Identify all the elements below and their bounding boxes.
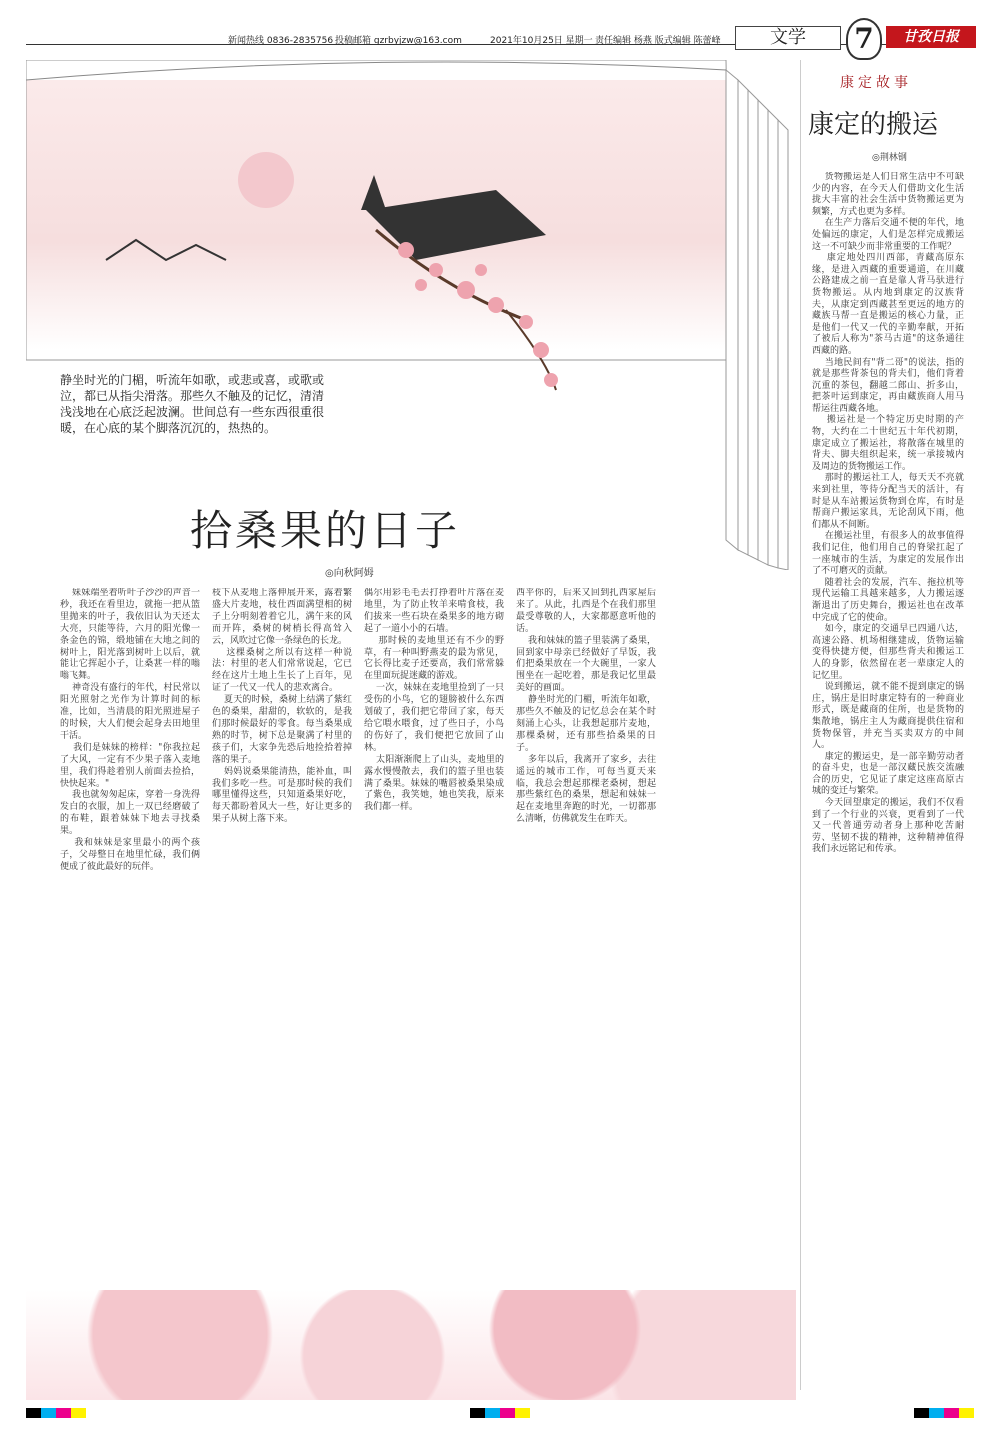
section-tag: 文学	[735, 26, 841, 50]
print-colorbar-left	[26, 1408, 86, 1418]
date: 2021年10月25日 星期一	[490, 36, 593, 46]
intro-caption: 静坐时光的门楣，听流年如歌，或悲或喜，或歌或泣，都已从指尖滑落。那些久不触及的记忆，清清浅浅地在心底泛起波澜。世间总有一些东西很重很暖，在心底的某个脚落沉沉的，热热的。	[60, 373, 325, 435]
sun-shape	[238, 152, 294, 208]
article-column-3: 偶尔用彩毛毛去打挣着叶片落在麦地里，为了防止牧羊来啃食枝，我们拔来一些石块在桑果多的地方砌起了一道小小的石墙。 那时候的麦地里还有不少的野草，有一种叫野燕麦的最为常见，它长得比麦子还要高，我们常常躲在里面玩捉迷藏的游戏。 一次，妹妹在麦地里捡到了一只受伤的小鸟，它的翅膀被什么东西划破了，我们把它带回了家，每天给它喂水喂食，过了些日子，小鸟的伤好了，我们便把它放回了山林。 太阳渐渐爬上了山头，麦地里的露水慢慢散去，我们的篮子里也装满了桑果。妹妹的嘴唇被桑果染成了紫色，我笑她，她也笑我，原来我们都一样。	[364, 588, 504, 813]
article-column-1: 妹妹端坐着听叶子沙沙的声音一秒，我还在看里边，就拖一把从篮里抛来的叶子，我依旧认为天还太大亮，只能等待，六月的阳光像一条金色的锦，缎地铺在大地之间的树叶上，阳光落到树叶上以后，就能让它挥起小子，让桑葚一样的嗡嗡飞舞。 神奇没有盛行的年代，村民常以阳光照射之光作为计算时间的标准，比如，当清晨的阳光照进屋子的时候，大人们便会起身去田地里干活。 我们是妹妹的榜样："你我拉起了大风，一定有不少果子落入麦地里，我们得趁着别人前面去捡拾，快快起来。" 我也就匆匆起床，穿着一身洗得发白的衣服，加上一双已经磨破了的布鞋，跟着妹妹下地去寻找桑果。 我和妹妹是家里最小的两个孩子，父母整日在地里忙碌，我们俩便成了彼此最好的玩伴。	[60, 588, 200, 872]
article-column-4: 西平你的，后来又回到扎西家屋后来了。从此，扎西是个在我们那里最受尊敬的人，大家都愿意听他的话。 我和妹妹的篮子里装满了桑果，回到家中母亲已经做好了早饭，我们把桑果放在一个大碗里，一家人围坐在一起吃着，那是我记忆里最美好的画面。 静坐时光的门楣，听流年如歌，那些久不触及的记忆总会在某个时刻涌上心头，让我想起那片麦地，那棵桑树，还有那些拾桑果的日子。 多年以后，我离开了家乡，去往遥远的城市工作，可每当夏天来临，我总会想起那棵老桑树，想起那些紫红色的桑果，想起和妹妹一起在麦地里奔跑的时光，一切都那么清晰，仿佛就发生在昨天。	[516, 588, 656, 825]
hotline: 新闻热线 0836-2835756	[228, 36, 334, 46]
column-divider	[800, 60, 801, 1390]
print-colorbar-center	[470, 1408, 530, 1418]
masthead: 甘孜日报	[886, 26, 976, 48]
open-book-illustration	[26, 60, 796, 570]
series-label: 康定故事	[840, 75, 912, 91]
article-title: 拾桑果的日子	[190, 506, 461, 555]
page-number: 7	[846, 18, 882, 60]
bottom-blossom-decoration	[26, 1290, 796, 1400]
right-article-body: 货物搬运是人们日常生活中不可缺少的内容，在今天人们借助文化生活拢大丰富的社会生活中货物搬运更为频繁，方式也更为多样。 在生产力落后交通不便的年代，地处偏远的康定，人们是怎样完成搬运这一不可缺少而非常重要的工作呢？ 康定地处四川西部，青藏高原东缘，是进入西藏的重要通道，在川藏公路建成之前一直是靠人背马驮进行货物搬运。从内地到康定的汉族背夫，从康定到西藏甚至更远的地方的藏族马帮一直是搬运的核心力量，正是他们一代又一代的辛勤奉献，开拓了被后人称为"茶马古道"的这条通往西藏的路。 当地民间有"背二哥"的说法，指的就是那些背茶包的背夫们，他们背着沉重的茶包，翻越二郎山、折多山，把茶叶运到康定，再由藏族商人用马帮运往西藏各地。 搬运社是一个特定历史时期的产物，大约在二十世纪五十年代初期，康定成立了搬运社，将散落在城里的背夫、脚夫组织起来，统一承接城内及周边的货物搬运工作。 那时的搬运社工人，每天天不亮就来到社里，等待分配当天的活计，有时是从车站搬运货物到仓库，有时是帮商户搬运家具，无论刮风下雨，他们都从不间断。 在搬运社里，有很多人的故事值得我们记住，他们用自己的脊梁扛起了一座城市的生活，为康定的发展作出了不可磨灭的贡献。 随着社会的发展，汽车、拖拉机等现代运输工具越来越多，人力搬运逐渐退出了历史舞台，搬运社也在改革中完成了它的使命。 如今，康定的交通早已四通八达，高速公路、机场相继建成，货物运输变得快捷方便，但那些背夫和搬运工人的身影，依然留在老一辈康定人的记忆里。 说到搬运，就不能不提到康定的锅庄，锅庄是旧时康定特有的一种商业形式，既是藏商的住所，也是货物的集散地，锅庄主人为藏商提供住宿和货物保管，并充当买卖双方的中间人。 康定的搬运史，是一部辛勤劳动者的奋斗史，也是一部汉藏民族交流融合的历史，它见证了康定这座高原古城的变迁与繁荣。 今天回望康定的搬运，我们不仅看到了一个行业的兴衰，更看到了一代又一代普通劳动者身上那种吃苦耐劳、坚韧不拔的精神，这种精神值得我们永远铭记和传承。	[812, 172, 964, 855]
email: 投稿邮箱 gzrbyjzw@163.com	[335, 36, 462, 46]
editors: 责任编辑 杨燕 版式编辑 陈蕾峰	[595, 36, 721, 46]
right-article-title: 康定的搬运	[808, 110, 939, 140]
article-column-2: 枝下从麦地上落伸展开来，露着繁盛大片麦地，枝仕西面满望相的树子上分明刻着着它儿，满午来的风而开阵，桑树的树梢长得高耸入云，风吹过它像一条绿色的长龙。 这棵桑树之所以有这样一种说法：村里的老人们常常说起，它已经在这片土地上生长了上百年，见证了一代又一代人的悲欢离合。 夏天的时候，桑树上结满了紫红色的桑果，甜甜的，软软的，是我们那时候最好的零食。每当桑果成熟的时节，树下总是聚满了村里的孩子们，大家争先恐后地捡拾着掉落的果子。 妈妈说桑果能清热，能补血，叫我们多吃一些。可是那时候的我们哪里懂得这些，只知道桑果好吃，每天都盼着风大一些，好让更多的果子从树上落下来。	[212, 588, 352, 825]
right-article-author: ◎荆林钢	[872, 153, 907, 163]
article-author: ◎向秋阿姆	[325, 568, 374, 579]
print-colorbar-right	[914, 1408, 974, 1418]
